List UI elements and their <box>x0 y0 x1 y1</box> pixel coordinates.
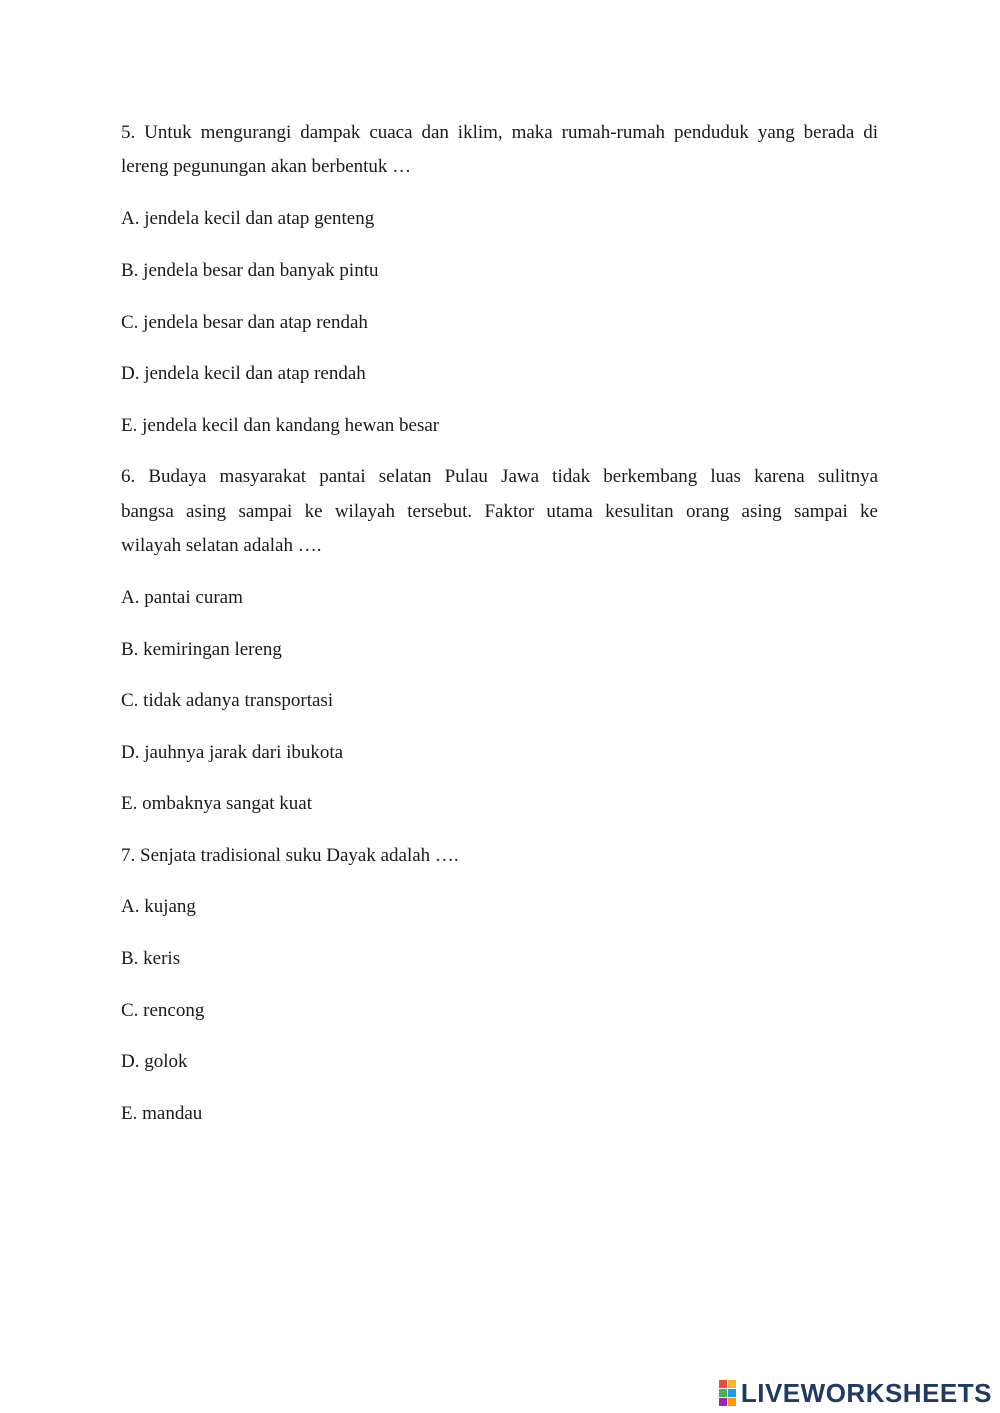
question-6-line-2: bangsa asing sampai ke wilayah tersebut. Faktor utama kesulitan orang asing sampai ke <box>121 501 878 522</box>
question-6-option-c: C. tidak adanya transportasi <box>121 690 334 711</box>
question-7-option-c: C. rencong <box>121 1000 205 1021</box>
logo-square <box>728 1389 736 1397</box>
question-5-option-a: A. jendela kecil dan atap genteng <box>121 208 375 229</box>
liveworksheets-mark-icon <box>719 1380 736 1406</box>
question-7-option-a: A. kujang <box>121 896 196 917</box>
question-7-option-d: D. golok <box>121 1051 188 1072</box>
liveworksheets-logo <box>719 1379 992 1407</box>
question-7-option-b: B. keris <box>121 948 181 969</box>
question-5-option-d: D. jendela kecil dan atap rendah <box>121 363 366 384</box>
question-7-option-e: E. mandau <box>121 1103 203 1124</box>
logo-text: LIVEWORKSHEETS <box>740 1377 992 1408</box>
logo-square <box>728 1380 736 1388</box>
question-5-option-b: B. jendela besar dan banyak pintu <box>121 260 379 281</box>
logo-square <box>719 1380 727 1388</box>
question-6-line-3: wilayah selatan adalah …. <box>121 535 322 556</box>
logo-square <box>719 1389 727 1397</box>
question-5-option-e: E. jendela kecil dan kandang hewan besar <box>121 415 440 436</box>
question-5-line-1: 5. Untuk mengurangi dampak cuaca dan iklim, maka rumah-rumah penduduk yang berada di <box>121 122 878 143</box>
question-5-option-c: C. jendela besar dan atap rendah <box>121 312 368 333</box>
question-6-option-d: D. jauhnya jarak dari ibukota <box>121 742 344 763</box>
question-6-option-e: E. ombaknya sangat kuat <box>121 793 313 814</box>
logo-square <box>719 1398 727 1406</box>
question-5-line-2: lereng pegunungan akan berbentuk … <box>121 156 412 177</box>
question-6-option-a: A. pantai curam <box>121 587 243 608</box>
logo-square <box>728 1398 736 1406</box>
question-6-option-b: B. kemiringan lereng <box>121 639 282 660</box>
question-7-line-1: 7. Senjata tradisional suku Dayak adalah …. <box>121 845 459 866</box>
question-6-line-1: 6. Budaya masyarakat pantai selatan Pulau Jawa tidak berkembang luas karena sulitnya <box>121 466 878 487</box>
